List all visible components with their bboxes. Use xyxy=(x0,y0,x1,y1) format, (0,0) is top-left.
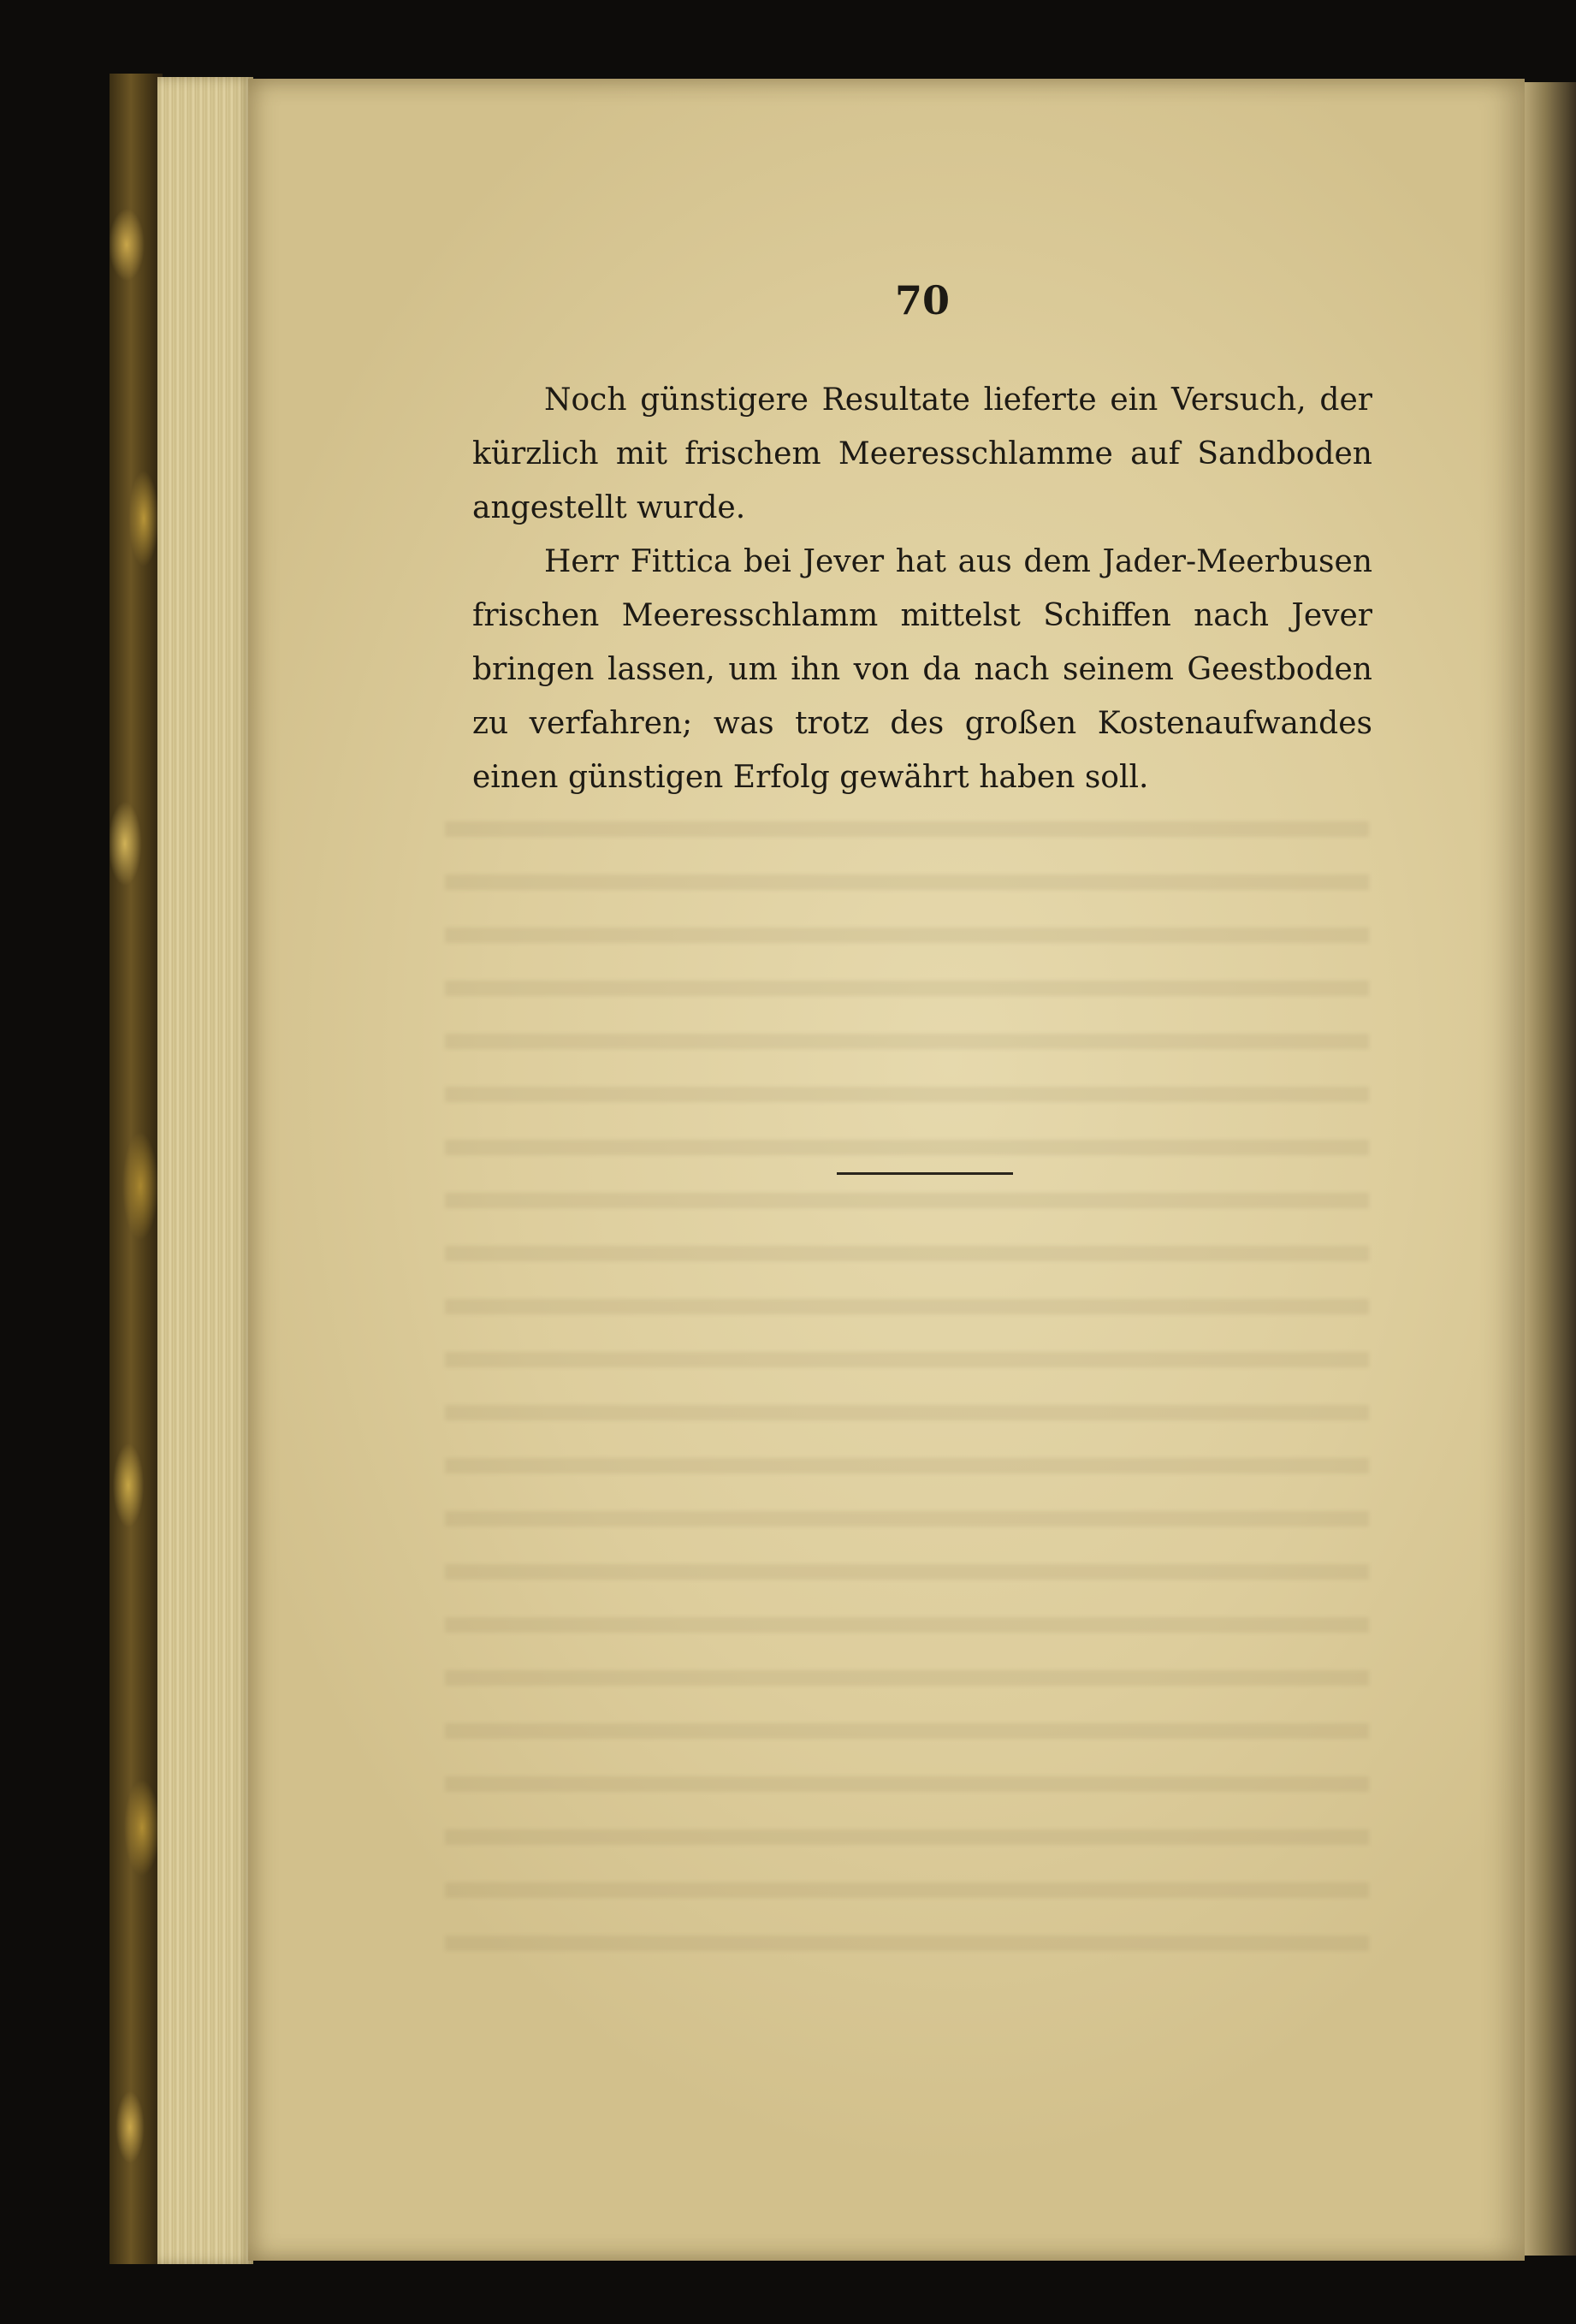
section-rule xyxy=(837,1172,1013,1175)
show-through-text xyxy=(445,821,1369,1951)
paragraph: Noch günstigere Resultate lieferte ein Versuch, der kürzlich mit frischem Meeresschlamme auf Sandboden angestellt wurde. xyxy=(472,382,1372,525)
paragraph: Herr Fittica bei Jever hat aus dem Jader-Meerbusen frischen Meeresschlamm mittelst Schiffen nach Jever bringen lassen, um ihn von da nach seinem Geestboden zu verfahren; was trotz des großen Kostenaufwandes einen günstigen Erfolg gewährt haben soll. xyxy=(472,544,1372,795)
page-edges xyxy=(157,77,253,2264)
page-number: 70 xyxy=(894,277,950,323)
marbled-cover xyxy=(110,74,163,2264)
paragraphs xyxy=(472,373,1372,804)
gutter-shadow xyxy=(1525,82,1576,2256)
